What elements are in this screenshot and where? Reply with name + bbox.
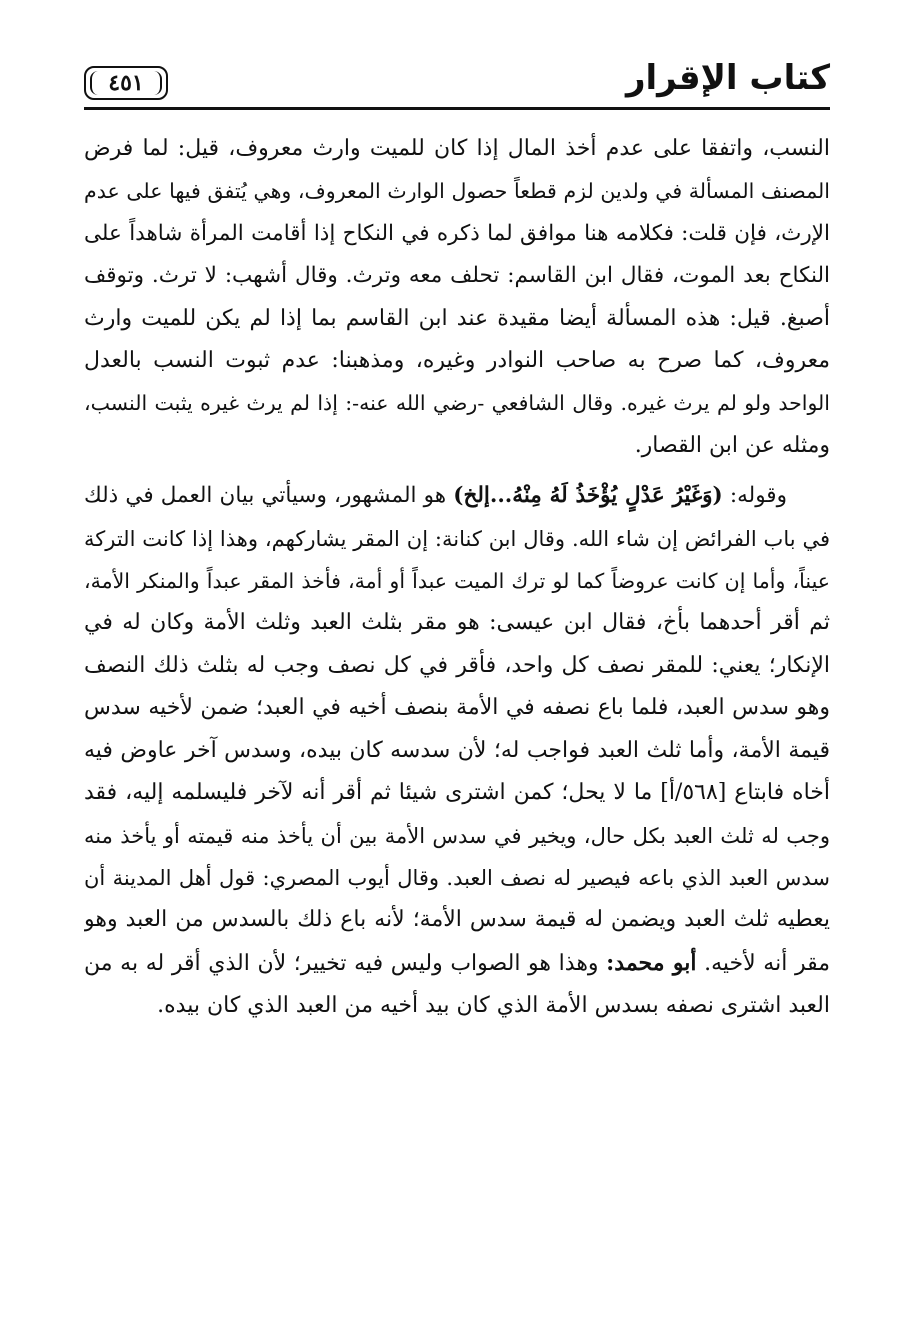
text-line: يعطيه ثلث العبد ويضمن له قيمة سدس الأمة؛ لأنه باع ذلك بالسدس من العبد وهو xyxy=(84,907,830,933)
paragraph-2 xyxy=(84,475,830,1027)
text-line: عيناً، وأما إن كانت عروضاً كما لو ترك الميت عبداً أو أمة، فأخذ المقر عبداً والمنكر الأمة، xyxy=(84,569,830,594)
text-line: المصنف المسألة في ولدين لزم قطعاً حصول الوارث المعروف، وهي يُتفق فيها على عدم xyxy=(84,179,830,204)
text-line: وهو سدس العبد، فلما باع نصفه في الأمة بنصف أخيه في العبد؛ ضمن لأخيه سدس xyxy=(84,695,830,721)
page-header xyxy=(84,58,830,110)
text-line: الواحد ولو لم يرث غيره. وقال الشافعي -رضي الله عنه-: إذا لم يرث غيره يثبت النسب، xyxy=(84,391,830,416)
text-line: أخاه فابتاع [٥٦٨/أ] ما لا يحل؛ كمن اشترى شيئا ثم أقر أنه لآخر فليسلمه إليه، فقد xyxy=(84,780,830,806)
text-line: العبد اشترى نصفه بسدس الأمة الذي كان بيد أخيه من العبد الذي كان بيده. xyxy=(157,993,830,1019)
text-line: معروف، كما صرح به صاحب النوادر وغيره، ومذهبنا: عدم ثبوت النسب بالعدل xyxy=(84,348,830,374)
text-line: الإنكار؛ يعني: للمقر نصف كل واحد، فأقر في كل نصف وجب له بثلث ذلك النصف xyxy=(84,652,830,678)
text-line: وجب له ثلث العبد بكل حال، ويخير في سدس الأمة بين أن يأخذ منه قيمته أو يأخذ منه xyxy=(84,823,830,848)
book-title: كتاب الإقرار xyxy=(625,58,830,98)
text-line: النسب، واتفقا على عدم أخذ المال إذا كان للميت وارث معروف، قيل: لما فرض xyxy=(84,136,830,161)
text-segment: هو المشهور، وسيأتي بيان العمل في ذلك xyxy=(84,483,454,509)
page-number: ٤٥١ xyxy=(108,70,144,96)
text-line: في باب الفرائض إن شاء الله. وقال ابن كنانة: إن المقر يشاركهم، وهذا إذا كانت التركة xyxy=(84,526,830,551)
header-divider xyxy=(84,107,830,110)
text-segment: مقر أنه لأخيه. xyxy=(696,950,830,976)
paragraph-1 xyxy=(84,128,830,467)
quoted-matn: (وَغَيْرُ عَدْلٍ يُؤْخَذُ لَهُ مِنْهُ...إلخ) xyxy=(453,483,723,509)
speaker-name: أبو محمد: xyxy=(606,949,697,976)
text-line: قيمة الأمة، وأما ثلث العبد فواجب له؛ لأن سدسه كان بيده، وسدس آخر عاوض فيه xyxy=(84,737,830,763)
text-segment: وقوله: xyxy=(722,483,787,509)
text-line-with-speaker xyxy=(84,942,830,985)
text-line-with-quote xyxy=(84,475,830,517)
body-text xyxy=(84,128,830,1028)
text-line: أصبغ. قيل: هذه المسألة أيضا مقيدة عند ابن القاسم بما إذا لم يكن للميت وارث xyxy=(84,305,830,331)
text-line: الإرث، فإن قلت: فكلامه هنا موافق لما ذكره في النكاح إذا أقامت المرأة شاهداً على xyxy=(84,220,830,246)
text-line: ثم أقر أحدهما بأخ، فقال ابن عيسى: هو مقر بثلث العبد وثلث الأمة وكان له في xyxy=(84,610,830,636)
text-line: سدس العبد الذي باعه فيصير له نصف العبد. وقال أيوب المصري: قول أهل المدينة أن xyxy=(84,865,830,890)
text-line: ومثله عن ابن القصار. xyxy=(634,432,830,458)
page-number-frame xyxy=(84,66,168,100)
text-line: النكاح بعد الموت، فقال ابن القاسم: تحلف معه وترث. وقال أشهب: لا ترث. وتوقف xyxy=(84,263,830,289)
text-segment: وهذا هو الصواب وليس فيه تخيير؛ لأن الذي أقر له به من xyxy=(84,950,607,976)
